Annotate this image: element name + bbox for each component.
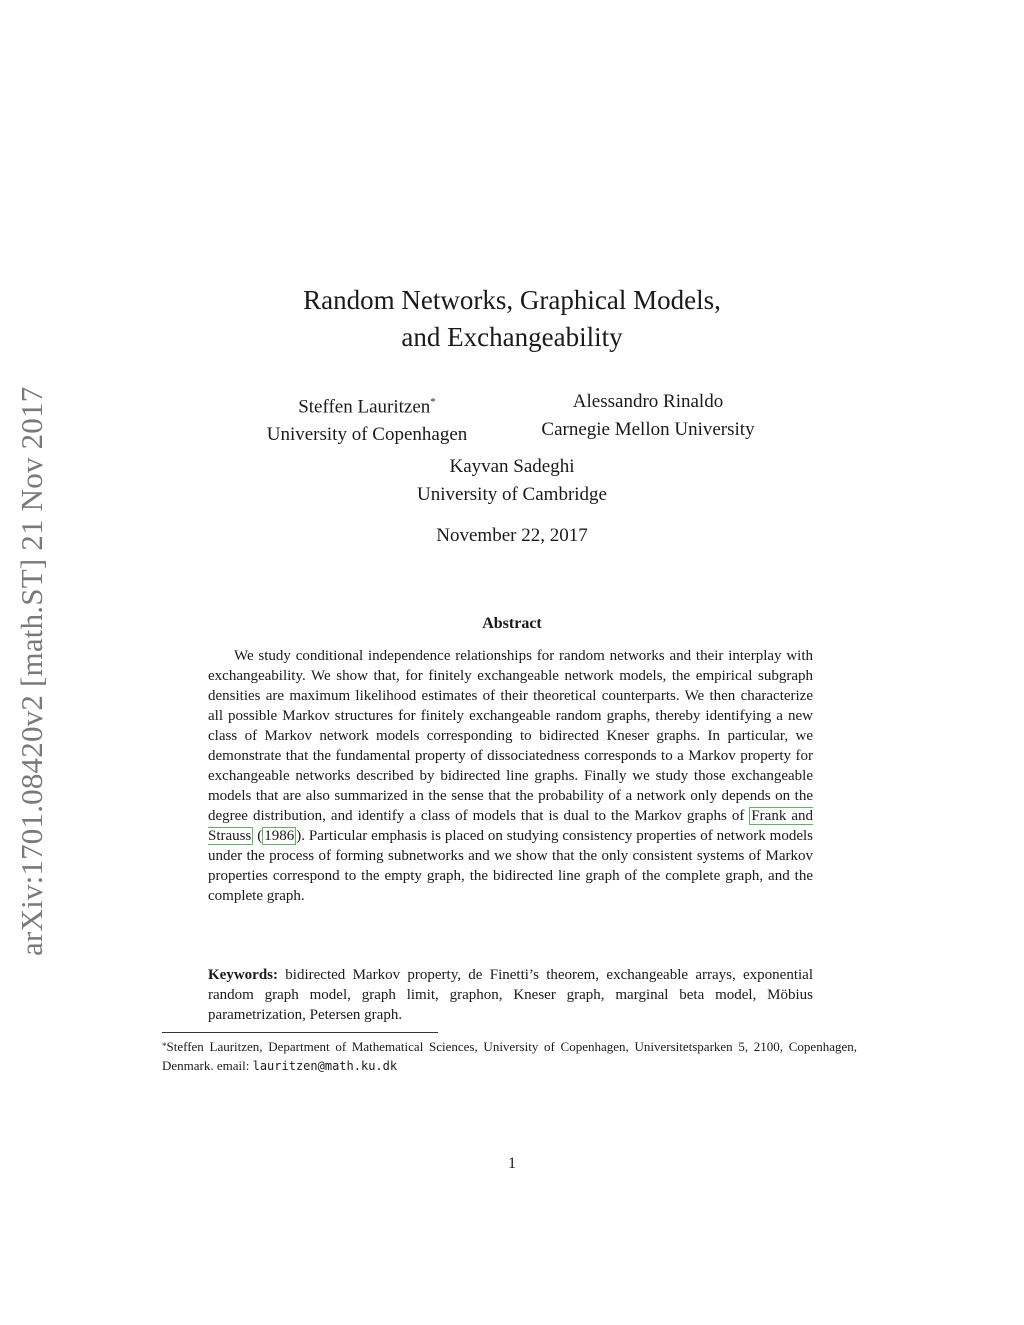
citation-link-frank-strauss[interactable]: Frank and Strauss (208, 808, 813, 844)
abstract-body (208, 646, 813, 906)
footnote-mark: * (162, 1041, 167, 1051)
author-name-rinaldo: Alessandro Rinaldo (572, 391, 724, 412)
author-block-lauritzen (237, 388, 497, 449)
author-name-sadeghi: Kayvan Sadeghi (449, 456, 575, 477)
abstract-heading: Abstract (482, 615, 542, 632)
page-number: 1 (508, 1155, 516, 1172)
author-name-lauritzen: Steffen Lauritzen* (298, 396, 436, 418)
author-affiliation-lauritzen: University of Copenhagen (266, 424, 468, 446)
footnote-text: Steffen Lauritzen, Department of Mathematical Sciences, University of Copenhagen, Universitetsparken 5, 2100, Copenhagen, Denmark. email: (162, 1039, 857, 1073)
title-line-1: Random Networks, Graphical Models, (303, 285, 721, 315)
arxiv-identifier-stamp: arXiv:1701.08420v2 [math.ST] 21 Nov 2017 (14, 386, 49, 956)
citation-close-paren: ). (296, 828, 306, 844)
footnote-divider (162, 1032, 438, 1033)
author-block-rinaldo (518, 388, 778, 444)
keywords-section (208, 965, 813, 1025)
author-affiliation-sadeghi: University of Cambridge (417, 484, 607, 505)
author-affiliation-rinaldo: Carnegie Mellon University (541, 419, 755, 440)
citation-open-paren: ( (253, 828, 263, 844)
publication-date: November 22, 2017 (436, 525, 588, 546)
keywords-label: Keywords: (208, 967, 278, 983)
keywords-list: bidirected Markov property, de Finetti’s theorem, exchangeable arrays, exponential random graph model, graph limit, graphon, Kneser graph, marginal beta model, Möbius parametrization, Petersen graph. (208, 967, 813, 1023)
abstract-text-part-1: We study conditional independence relationships for random networks and their interplay with exchangeability. We show that, for finitely exchangeable network models, the empirical subgraph densities are maximum likelihood estimates of their theoretical counterparts. We then characterize all possible Markov structures for finitely exchangeable random graphs, thereby identifying a new class of Markov network models corresponding to bidirected Kneser graphs. In particular, we demonstrate that the fundamental property of dissociatedness corresponds to a Markov property for exchangeable networks described by bidirected line graphs. Finally we study those exchangeable models that are also summarized in the sense that the probability of a network only depends on the degree distribution, and identify a class of models that is dual to the Markov graphs of (208, 648, 813, 824)
footnote-email[interactable]: lauritzen@math.ku.dk (252, 1059, 398, 1073)
abstract-text-part-2: Particular emphasis is placed on studying consistency properties of network models under the process of forming subnetworks and we show that the only consistent systems of Markov properties correspond to the empty graph, the bidirected line graph of the complete graph, and the complete graph. (208, 828, 814, 904)
paper-title (0, 282, 1024, 356)
author-footnote-mark[interactable]: * (430, 396, 436, 408)
title-line-2: and Exchangeability (401, 322, 623, 352)
author-block-sadeghi (0, 453, 1024, 509)
author-footnote (162, 1037, 857, 1076)
citation-link-year[interactable]: 1986 (264, 828, 295, 844)
